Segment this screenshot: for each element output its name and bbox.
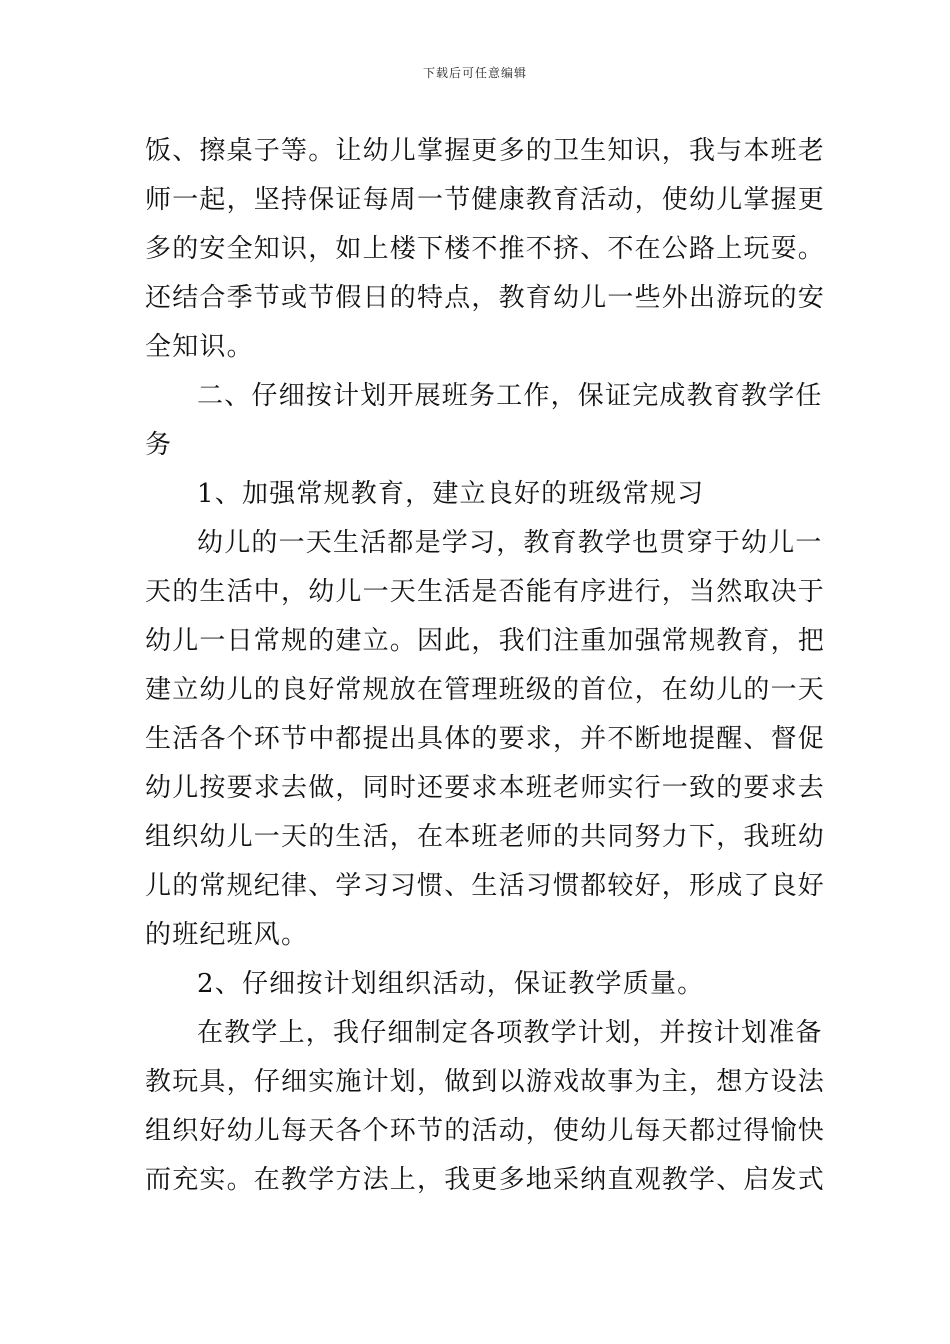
text-line: 饭、擦桌子等。让幼儿掌握更多的卫生知识，我与本班老 [145,136,826,166]
subsection-heading: 1、加强常规教育，建立良好的班级常规习 [197,479,705,509]
text-line: 务 [145,430,173,460]
section-heading: 二、仔细按计划开展班务工作，保证完成教育教学任 [197,381,823,411]
text-line: 建立幼儿的良好常规放在管理班级的首位，在幼儿的一天 [145,675,826,705]
page-header: 下载后可任意编辑 [422,66,527,80]
paragraph-start: 幼儿的一天生活都是学习，教育教学也贯穿于幼儿一 [197,528,823,558]
text-line: 生活各个环节中都提出具体的要求，并不断地提醒、督促 [145,724,826,754]
text-line: 幼儿一日常规的建立。因此，我们注重加强常规教育，把 [145,626,826,656]
text-line: 儿的常规纪律、学习习惯、生活习惯都较好，形成了良好 [145,871,826,901]
text-line: 组织幼儿一天的生活，在本班老师的共同努力下，我班幼 [145,822,826,852]
text-line: 组织好幼儿每天各个环节的活动，使幼儿每天都过得愉快 [145,1116,826,1146]
text-line: 教玩具，仔细实施计划，做到以游戏故事为主，想方设法 [145,1067,826,1097]
text-line: 幼儿按要求去做，同时还要求本班老师实行一致的要求去 [145,773,826,803]
text-line: 师一起，坚持保证每周一节健康教育活动，使幼儿掌握更 [145,185,826,215]
paragraph-start: 在教学上，我仔细制定各项教学计划，并按计划准备 [197,1018,823,1048]
text-line: 天的生活中，幼儿一天生活是否能有序进行，当然取决于 [145,577,826,607]
document-body [145,127,826,1205]
text-line: 的班纪班风。 [145,920,309,950]
text-line: 而充实。在教学方法上，我更多地采纳直观教学、启发式 [145,1165,826,1195]
text-line: 多的安全知识，如上楼下楼不推不挤、不在公路上玩耍。 [145,234,826,264]
text-line: 全知识。 [145,332,254,362]
text-line: 还结合季节或节假日的特点，教育幼儿一些外出游玩的安 [145,283,826,313]
subsection-heading: 2、仔细按计划组织活动，保证教学质量。 [197,969,705,999]
